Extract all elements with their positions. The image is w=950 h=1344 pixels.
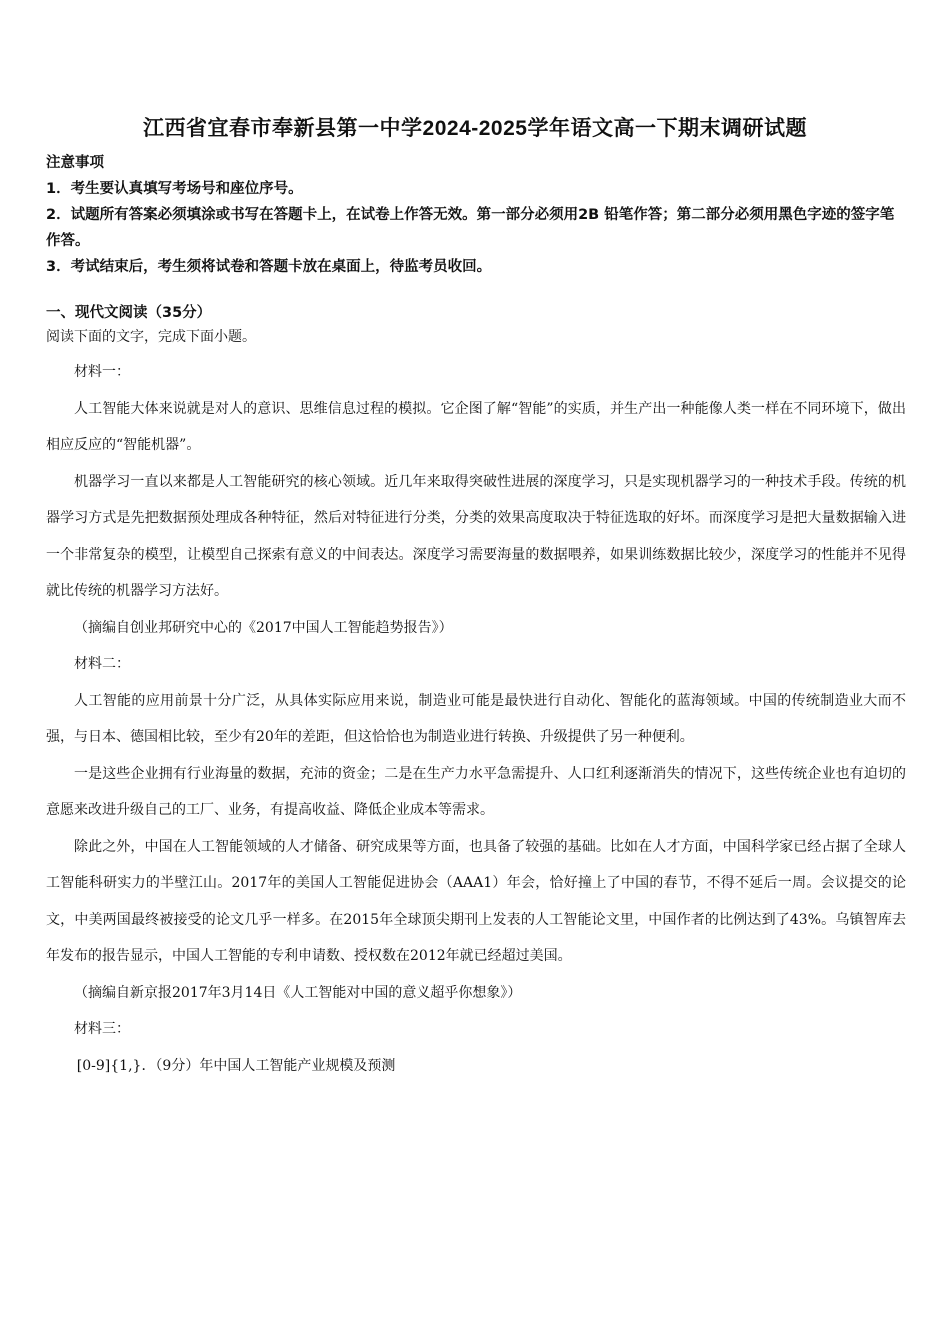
material-label: 材料三：: [74, 1021, 130, 1037]
notice-item: 2．试题所有答案必须填涂或书写在答题卡上，在试卷上作答无效。第一部分必须用2B 铅笔作答；第二部分必须用黑色字迹的签字笔作答。: [46, 207, 895, 249]
section-heading: 一、现代文阅读（35分）: [46, 305, 212, 321]
notice-item: 1．考生要认真填写考场号和座位序号。: [46, 181, 303, 197]
material-source: （摘编自创业邦研究中心的《2017中国人工智能趋势报告》）: [74, 619, 453, 636]
paragraph: 人工智能的应用前景十分广泛，从具体实际应用来说，制造业可能是最快进行自动化、智能化的蓝海领域。中国的传统制造业大而不强，与日本、德国相比较，至少有20年的差距，但这恰恰也为制造业进行转换、升级提供了另一种便利。: [46, 692, 906, 745]
paragraph: 一是这些企业拥有行业海量的数据，充沛的资金；二是在生产力水平急需提升、人口红利逐渐消失的情况下，这些传统企业也有迫切的意愿来改进升级自己的工厂、业务，有提高收益、降低企业成本等需求。: [46, 765, 906, 818]
question-line: [0-9]{1,}．（9分）年中国人工智能产业规模及预测: [76, 1057, 396, 1074]
paragraph: 除此之外，中国在人工智能领域的人才储备、研究成果等方面，也具备了较强的基础。比如在人才方面，中国科学家已经占据了全球人工智能科研实力的半壁江山。2017年的美国人工智能促进协会（AAA1）年会，恰好撞上了中国的春节，不得不延后一周。会议提交的论文，中美两国最终被接受的论文几乎一样多。在2015年全球顶尖期刊上发表的人工智能论文里，中国作者的比例达到了43%。乌镇智库去年发布的报告显示，中国人工智能的专利申请数、授权数在2012年就已经超过美国。: [46, 838, 906, 964]
notice-heading: 注意事项: [46, 155, 104, 171]
notice-item: 3．考试结束后，考生须将试卷和答题卡放在桌面上，待监考员收回。: [46, 259, 492, 275]
material-source: （摘编自新京报2017年3月14日《人工智能对中国的意义超乎你想象》）: [74, 984, 522, 1001]
exam-title: 江西省宜春市奉新县第一中学2024-2025学年语文高一下期末调研试题: [143, 117, 807, 140]
paragraph: 机器学习一直以来都是人工智能研究的核心领域。近几年来取得突破性进展的深度学习，只是实现机器学习的一种技术手段。传统的机器学习方式是先把数据预处理成各种特征，然后对特征进行分类，分类的效果高度取决于特征选取的好坏。而深度学习是把大量数据输入进一个非常复杂的模型，让模型自己探索有意义的中间表达。深度学习需要海量的数据喂养，如果训练数据比较少，深度学习的性能并不见得就比传统的机器学习方法好。: [46, 473, 906, 599]
material-label: 材料二：: [74, 656, 130, 672]
reading-body: [46, 324, 906, 1084]
reading-instruction: 阅读下面的文字，完成下面小题。: [46, 329, 256, 345]
notice-block: [46, 150, 906, 280]
material-label: 材料一：: [74, 364, 130, 380]
paragraph: 人工智能大体来说就是对人的意识、思维信息过程的模拟。它企图了解“智能”的实质，并生产出一种能像人类一样在不同环境下，做出相应反应的“智能机器”。: [46, 400, 906, 453]
